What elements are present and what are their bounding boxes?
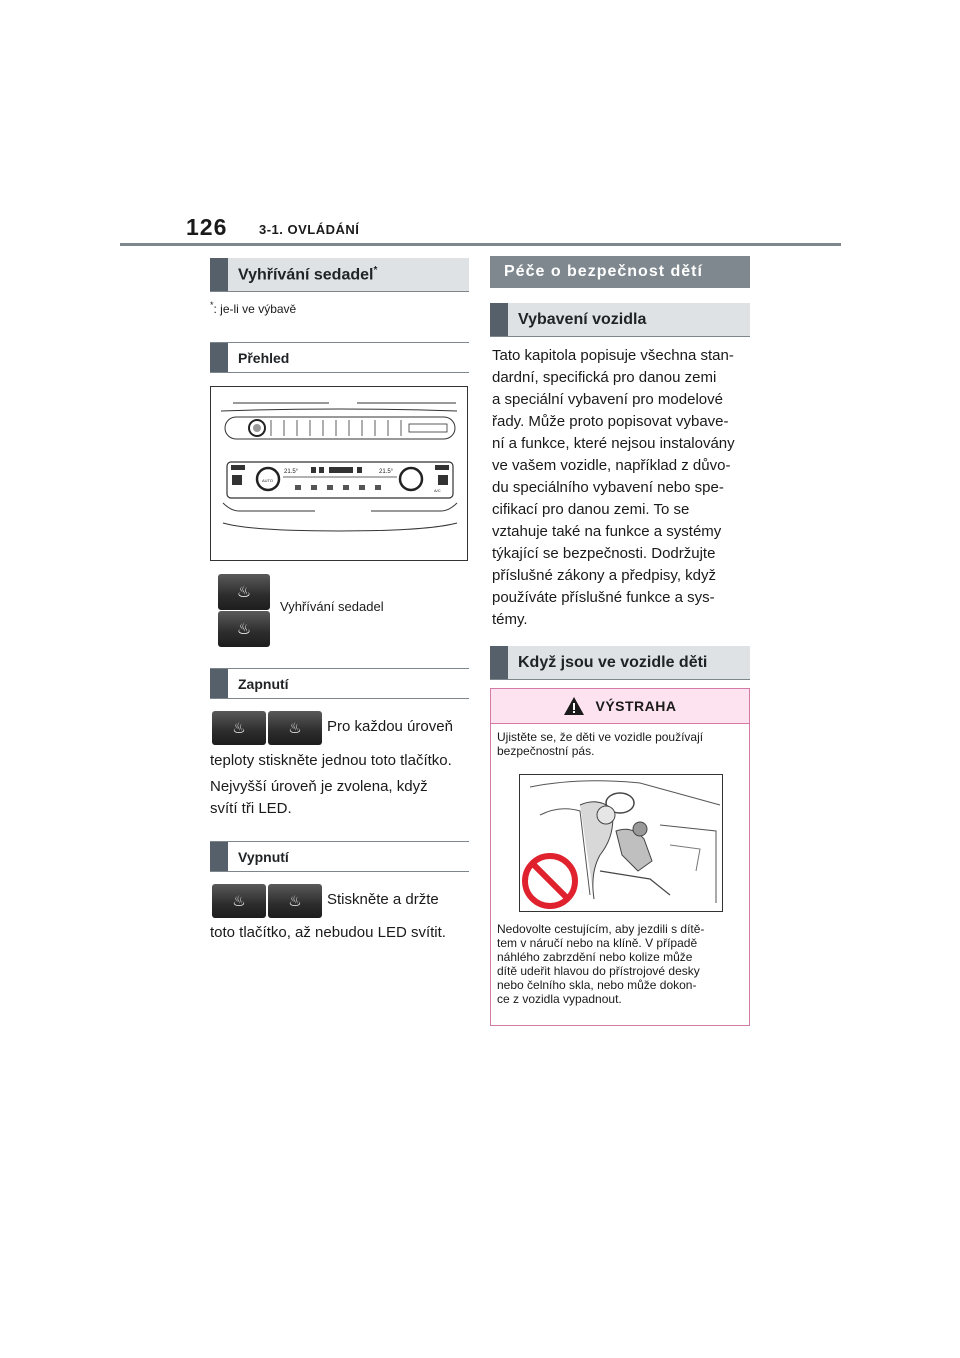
- seat-heating-icon: ♨: [236, 621, 252, 638]
- warning-line: Nedovolte cestujícím, aby jezdili s dítě-: [497, 922, 705, 936]
- seat-heating-button-left-on: [212, 711, 266, 745]
- off-heading: [210, 841, 469, 872]
- equipment-line: du speciálního vybavení nebo spe-: [492, 479, 724, 496]
- footnote-text: : je-li ve výbavě: [213, 302, 297, 316]
- heading-bar: [210, 669, 228, 698]
- child-on-lap-illustration: [519, 774, 723, 912]
- equipment-line: týkající se bezpečnosti. Dodržujte: [492, 545, 716, 562]
- off-text-2: toto tlačítko, až nebudou LED svítit.: [210, 924, 446, 941]
- warning-line: ce z vozidla vypadnout.: [497, 992, 622, 1006]
- equipment-line: příslušné zákony a předpisy, když: [492, 567, 716, 584]
- seat-heating-icon: ♨: [236, 584, 252, 601]
- warning-triangle-icon: [563, 696, 585, 716]
- seat-heating-icon: ♨: [232, 720, 246, 737]
- child-safety-section-title: Péče o bezpečnost dětí: [490, 256, 750, 288]
- equipment-line: cifikací pro danou zemi. To se: [492, 501, 690, 518]
- title-footnote-mark: *: [373, 264, 378, 276]
- heading-bar: [210, 343, 228, 372]
- on-text-2: teploty stiskněte jednou toto tlačítko.: [210, 752, 452, 769]
- equipment-line: ní a funkce, které nejsou instalovány: [492, 435, 735, 452]
- equipment-line: vztahuje také na funkce a systémy: [492, 523, 722, 540]
- equipment-line: používáte příslušné funkce a sys-: [492, 589, 715, 606]
- warning-line: náhlého zabrzdění nebo kolize může: [497, 950, 693, 964]
- heading-bar: [490, 646, 508, 679]
- warning-header: [491, 689, 749, 724]
- climate-panel-illustration: [210, 386, 468, 561]
- overview-heading: [210, 342, 469, 373]
- right-temp: 21.5°: [379, 469, 394, 475]
- warning-box: [490, 688, 750, 1026]
- prohibition-slash: [533, 864, 567, 898]
- on-text-3: Nejvyšší úroveň je zvolena, když: [210, 778, 428, 795]
- off-text-1: Stiskněte a držte: [327, 891, 439, 908]
- footnote: [210, 300, 296, 316]
- warning-text-top: [491, 724, 749, 758]
- on-text-1: Pro každou úroveň: [327, 718, 453, 735]
- on-heading-text: Zapnutí: [238, 675, 289, 692]
- equipment-line: řady. Může proto popisovat vybave-: [492, 413, 729, 430]
- seat-heating-title: [228, 265, 377, 284]
- equipment-line: témy.: [492, 611, 528, 628]
- equipment-line: Tato kapitola popisuje všechna stan-: [492, 347, 734, 364]
- child-on-lap-drawing: [520, 775, 722, 911]
- warning-line: tem v náručí nebo na klíně. V případě: [497, 936, 698, 950]
- overview-heading-text: Přehled: [238, 349, 290, 366]
- equipment-line: a speciální vybavení pro modelové: [492, 391, 723, 408]
- heading-bar: [490, 303, 508, 336]
- seat-heating-button-right-off: [268, 884, 322, 918]
- equipment-heading: [490, 303, 750, 337]
- ac-label: A/C: [434, 488, 441, 493]
- warning-text-bottom: [497, 922, 747, 1006]
- climate-panel-drawing: [211, 387, 467, 560]
- seat-heating-title-text: Vyhřívání sedadel: [238, 266, 374, 284]
- on-text-4: svítí tři LED.: [210, 800, 292, 817]
- warning-title: VÝSTRAHA: [595, 698, 677, 714]
- on-heading: [210, 668, 469, 699]
- warning-line: nebo čelního skla, nebo může dokon-: [497, 978, 697, 992]
- seat-heating-button-left: [218, 574, 270, 610]
- seat-heating-icon: ♨: [288, 893, 302, 910]
- children-heading-text: Když jsou ve vozidle děti: [518, 653, 708, 671]
- seat-heating-button-left-off: [212, 884, 266, 918]
- auto-label: AUTO: [262, 478, 274, 483]
- off-heading-text: Vypnutí: [238, 848, 289, 865]
- equipment-line: dardní, specifická pro danou zemi: [492, 369, 717, 386]
- seat-heating-icon: ♨: [232, 893, 246, 910]
- warning-line: dítě udeřit hlavou do přístrojové desky: [497, 964, 700, 978]
- heading-bar: [210, 842, 228, 871]
- footnote-mark: *: [210, 300, 214, 310]
- heading-bar: [210, 258, 228, 291]
- header-rule: [120, 243, 841, 246]
- equipment-paragraph: [492, 345, 754, 631]
- seat-heating-heading: [210, 258, 469, 292]
- seat-heating-icon: ♨: [288, 720, 302, 737]
- page-number: 126: [186, 214, 228, 240]
- chapter-title: 3-1. OVLÁDÁNÍ: [259, 222, 360, 237]
- equipment-heading-text: Vybavení vozidla: [518, 310, 647, 328]
- seat-heating-caption: Vyhřívání sedadel: [280, 599, 384, 614]
- warning-line: bezpečnostní pás.: [497, 744, 595, 758]
- left-temp: 21.5°: [284, 469, 299, 475]
- seat-heating-button-right: [218, 611, 270, 647]
- equipment-line: ve vašem vozidle, například z důvo-: [492, 457, 731, 474]
- children-heading: [490, 646, 750, 680]
- seat-heating-button-right-on: [268, 711, 322, 745]
- warning-line: Ujistěte se, že děti ve vozidle používají: [497, 730, 704, 744]
